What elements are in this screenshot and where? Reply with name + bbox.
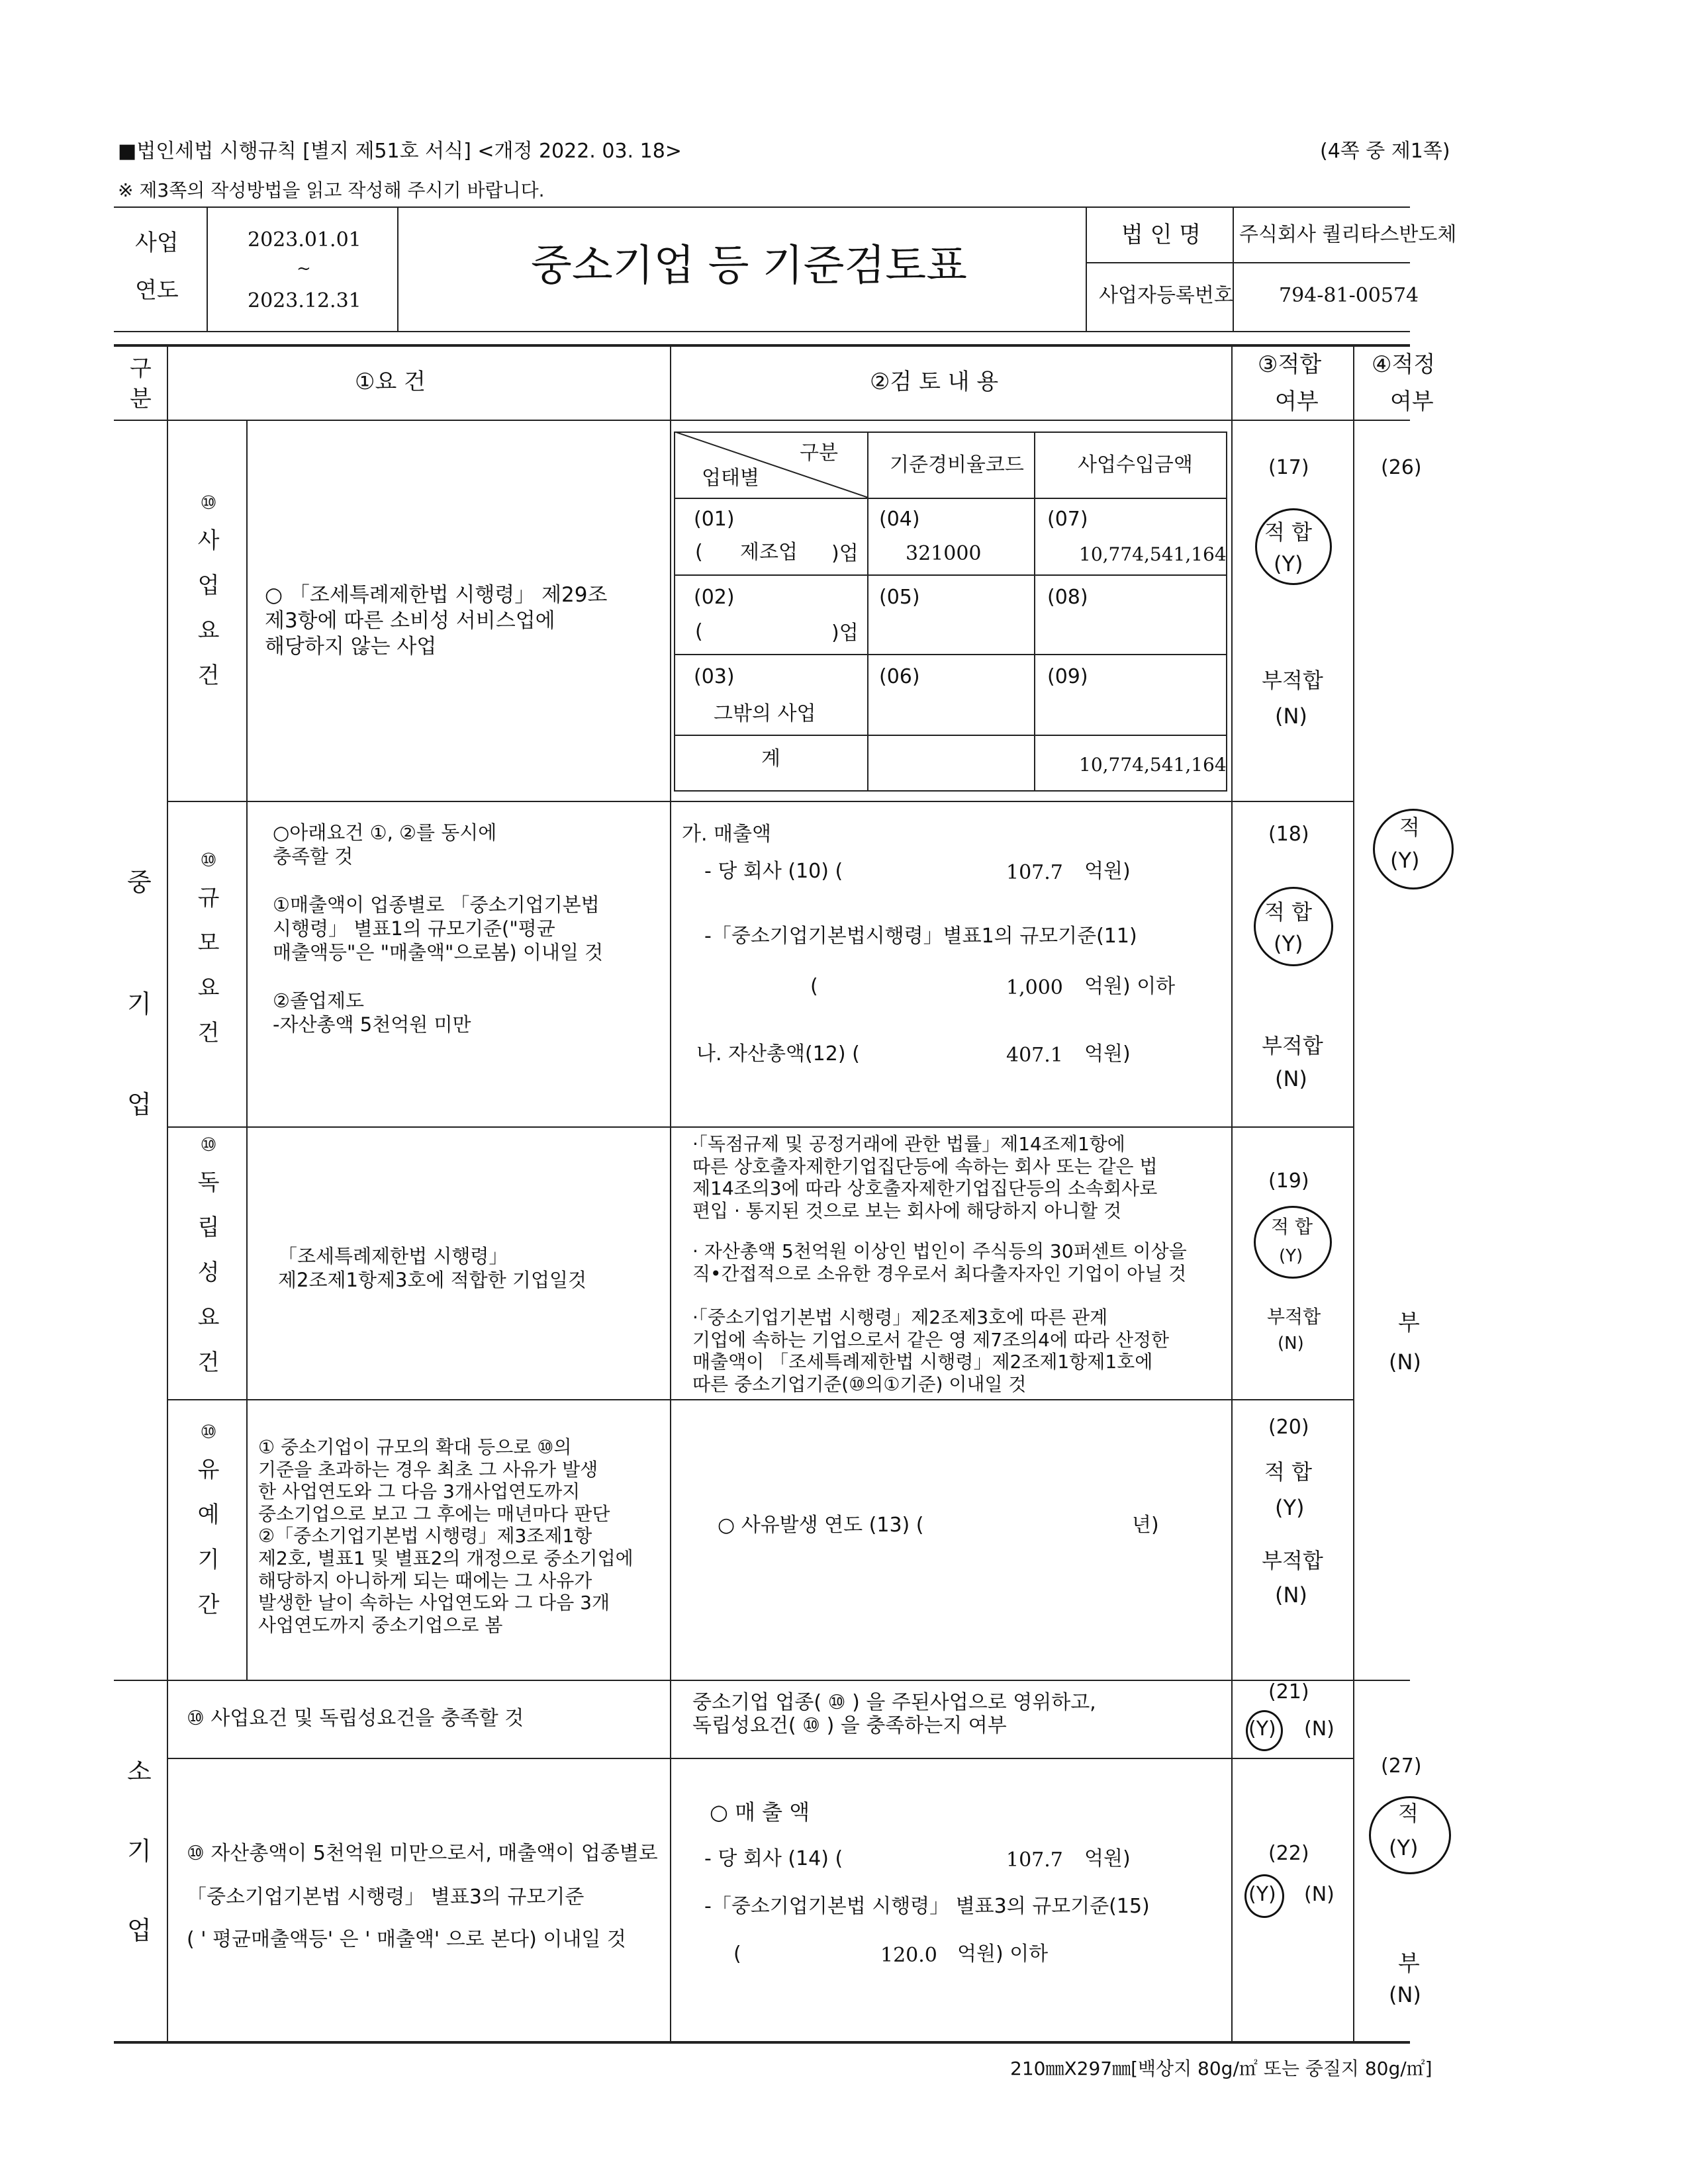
size-standard-value: 1,000: [1006, 976, 1063, 999]
row-label-101: [192, 494, 225, 687]
page-indicator: (4쪽 중 제1쪽): [1320, 140, 1450, 163]
col-line: [1353, 344, 1354, 420]
fit-number: (18): [1268, 823, 1309, 846]
divider: [1086, 206, 1087, 332]
section-label-small: 소: [127, 1757, 152, 1786]
col-review: ②검 토 내 용: [870, 369, 999, 395]
col-line: [670, 344, 671, 2042]
business-table-row: [674, 654, 1226, 655]
col-proper: ④적정: [1372, 351, 1436, 378]
fit-no-code: (N): [1275, 704, 1307, 729]
r106-requirement: 「중소기업기본법 시행령」 별표3의 규모기준: [187, 1886, 585, 1909]
row1-paren: )업: [831, 542, 859, 565]
r104-requirement: ① 중소기업이 규모의 확대 등으로 ⑩의 기준을 초과하는 경우 최초 그 사유가 발생 한 사업연도와 그 다음 3개사업연도까지 중소기업으로 보고 그 후에는 매년마다 판단 ②「중소기업기본법 시행령」제3조제1항 제2호, 별표1 및 별표2의 개정으로 중소기업에 해당하지 아니하게 되는 때에는 그 사유가 발생한 날이 속하는 사업연도와 그 다음 3개 사업연도까지 중소기업으로 봄: [258, 1436, 633, 1636]
fit-no-label: 부적합: [1262, 1033, 1323, 1058]
row-label-char: 유: [197, 1457, 220, 1483]
company-sales-label: - 당 회사 (10) (: [704, 860, 843, 883]
row-label-103: [192, 1136, 225, 1374]
asset-unit: 억원): [1084, 1042, 1131, 1066]
company-sales-unit: 억원): [1084, 860, 1131, 883]
row-label-char: 독: [197, 1169, 220, 1196]
row1-amount: 10,774,541,164: [1079, 543, 1227, 565]
col-fit: ③적합: [1258, 351, 1322, 378]
fit-no-code: (N): [1275, 1582, 1307, 1608]
fit-no-label: 부적합: [1262, 1548, 1323, 1573]
company-sales-value: 107.7: [1006, 1848, 1063, 1872]
col-line: [1231, 344, 1233, 2042]
business-table-col: [1034, 432, 1035, 790]
paper-spec: 210㎜X297㎜[백상지 80g/㎡ 또는 중질지 80g/㎡]: [1010, 2058, 1432, 2079]
row2-amount-no: (08): [1047, 586, 1088, 609]
year-label: 연도: [135, 277, 179, 304]
fit-yes-label: 적 합: [1264, 520, 1312, 545]
form-reference: ■법인세법 시행규칙 [별지 제51호 서식] <개정 2022. 03. 18>: [118, 140, 682, 163]
no-option: (N): [1304, 1717, 1335, 1741]
row-line: [167, 801, 1354, 802]
row-label-char: 건: [197, 1020, 220, 1046]
proper-no-label: 부: [1398, 1310, 1420, 1336]
row1-no: (01): [694, 508, 735, 531]
fit-yes-label: 적 합: [1271, 1216, 1313, 1238]
total-amount: 10,774,541,164: [1079, 754, 1227, 776]
col-line: [1353, 420, 1354, 1680]
reason-year-label: ○ 사유발생 연도 (13) (: [718, 1514, 924, 1537]
row3-code-no: (06): [879, 665, 920, 688]
yes-option: (Y): [1248, 1717, 1276, 1741]
asset-label: 나. 자산총액(12) (: [696, 1042, 860, 1066]
row1-code-no: (04): [879, 508, 920, 531]
fit-number: (19): [1268, 1169, 1309, 1193]
row3-industry: 그밖의 사업: [714, 702, 816, 725]
fit-no-label: 부적합: [1267, 1306, 1321, 1328]
col-line: [246, 420, 248, 1680]
proper-no-code: (N): [1389, 1349, 1421, 1375]
row-label-char: 건: [197, 1349, 220, 1376]
table-corner-bottom: 업태별: [702, 467, 759, 490]
row-line: [167, 1126, 1354, 1128]
table-top-border: [114, 344, 1410, 347]
row-label-102: [192, 851, 225, 1044]
reason-year-unit: 년): [1132, 1514, 1159, 1537]
asset-value: 407.1: [1006, 1044, 1063, 1067]
row-line: [167, 1399, 1354, 1400]
row3-no: (03): [694, 665, 735, 688]
fit-yes-label: 적 합: [1264, 1459, 1312, 1484]
row-label-char: 요: [197, 975, 220, 1001]
r101-requirement: ○ 「조세특례제한법 시행령」 제29조 제3항에 따른 소비성 서비스업에 해당하지 않는 사업: [265, 583, 608, 659]
fit-no-label: 부적합: [1262, 668, 1323, 693]
proper-yes-label: 적: [1399, 815, 1420, 840]
r106-requirement: ⑩ 자산총액이 5천억원 미만으로서, 매출액이 업종별로: [187, 1842, 658, 1865]
divider: [397, 206, 399, 332]
row-label-char: 립: [197, 1214, 220, 1241]
table-bottom-border: [114, 2041, 1410, 2044]
size-standard-paren: (: [733, 1942, 741, 1966]
header-bottom: [114, 420, 1410, 421]
company-sales-label: - 당 회사 (14) (: [704, 1847, 843, 1870]
size-standard-unit: 억원) 이하: [1084, 975, 1176, 998]
row-label-char: 건: [197, 662, 220, 689]
fit-yes-code: (Y): [1275, 1495, 1305, 1520]
document-title: 중소기업 등 기준검토표: [531, 242, 967, 291]
period-end: 2023.12.31: [248, 289, 361, 312]
fit-yes-code: (Y): [1274, 931, 1303, 956]
row-label-char: 사: [197, 527, 220, 554]
row-label-char: 요: [197, 1304, 220, 1331]
r105-requirement: ⑩ 사업요건 및 독립성요건을 충족할 것: [187, 1707, 524, 1730]
size-standard-value: 120.0: [880, 1944, 937, 1967]
row2-code-no: (05): [879, 586, 920, 609]
no-option: (N): [1304, 1883, 1335, 1906]
size-standard-label: -「중소기업기본법시행령」별표1의 규모기준(11): [704, 925, 1137, 948]
r103-condition-1: ·「독점규제 및 공정거래에 관한 법률」제14조제1항에 따른 상호출자제한기업집단등에 속하는 회사 또는 같은 법 제14조의3에 따라 상호출자제한기업집단등의 소속회사로 편입 · 통지된 것으로 보는 회사에 해당하지 아니할 것: [692, 1133, 1158, 1222]
row-label-char: 예: [197, 1502, 220, 1528]
row2-paren: (: [695, 620, 703, 643]
biz-no: 794-81-00574: [1279, 284, 1419, 307]
table-header-amount: 사업수입금액: [1078, 453, 1193, 477]
proper-number: (27): [1381, 1754, 1422, 1778]
r106-requirement: ( ' 평균매출액등' 은 ' 매출액' 으로 본다) 이내일 것: [187, 1928, 626, 1951]
total-label: 계: [761, 747, 780, 770]
col-proper: 여부: [1390, 388, 1434, 415]
company-sales-value: 107.7: [1006, 861, 1063, 884]
yes-option: (Y): [1248, 1883, 1276, 1906]
row2-no: (02): [694, 586, 735, 609]
row-label-char: 규: [197, 885, 220, 911]
row-label-char: 성: [197, 1259, 220, 1286]
section-label-sme: 중: [127, 868, 152, 897]
proper-yes-label: 적: [1398, 1801, 1419, 1826]
sales-heading: ○ 매 출 액: [710, 1799, 810, 1825]
proper-number: (26): [1381, 456, 1422, 479]
row-label-char: ⑩: [200, 1421, 217, 1443]
row-label-char: ⑩: [200, 492, 217, 514]
col-requirement: ①요 건: [355, 369, 426, 395]
fit-yes-code: (Y): [1274, 551, 1303, 576]
r105-review: 중소기업 업종( ⑩ ) 을 주된사업으로 영위하고, 독립성요건( ⑩ ) 을 충족하는지 여부: [692, 1691, 1096, 1737]
top-border: [114, 206, 1410, 208]
row-label-104: [192, 1423, 225, 1616]
row-label-char: 기: [197, 1547, 220, 1573]
fit-no-code: (N): [1278, 1334, 1304, 1353]
col-gubun: 분: [130, 386, 152, 412]
year-label: 사업: [135, 230, 179, 256]
row-label-char: 업: [197, 572, 220, 599]
company-sales-unit: 억원): [1084, 1847, 1131, 1870]
col-fit: 여부: [1275, 388, 1319, 415]
biz-no-label: 사업자등록번호: [1099, 284, 1233, 307]
fit-no-code: (N): [1275, 1066, 1307, 1091]
row-label-char: ⑩: [200, 849, 217, 871]
section-label-small: 기: [127, 1837, 152, 1866]
corp-name-label: 법 인 명: [1121, 222, 1201, 248]
divider: [1086, 262, 1410, 263]
proper-yes-code: (Y): [1390, 848, 1420, 873]
fit-number: (21): [1268, 1680, 1309, 1704]
section-label-small: 업: [127, 1916, 152, 1945]
fit-yes-label: 적 합: [1264, 899, 1312, 925]
corp-name: 주식회사 퀄리타스반도체: [1239, 223, 1457, 246]
table-header-code: 기준경비율코드: [890, 453, 1024, 477]
col-line: [167, 344, 168, 2042]
size-standard-paren: (: [810, 975, 818, 998]
r102-requirement: ○아래요건 ①, ②를 동시에 충족할 것 ①매출액이 업종별로 「중소기업기본법 시행령」 별표1의 규모기준("평균 매출액등"은 "매출액"으로봄) 이내일 것 ②졸업제도 -자산총액 5천억원 미만: [273, 821, 604, 1036]
col-gubun: 구: [130, 355, 152, 382]
divider: [1233, 206, 1234, 332]
table-corner-top: 구분: [800, 441, 838, 465]
row-line: [167, 1758, 1354, 1759]
row-label-char: 요: [197, 617, 220, 644]
col-line: [1353, 1680, 1354, 2042]
section-label-sme: 업: [127, 1090, 152, 1119]
title-bottom-border: [114, 331, 1410, 332]
fit-number: (22): [1268, 1842, 1309, 1865]
row1-paren: (: [695, 541, 703, 564]
instruction-note: ※ 제3쪽의 작성방법을 읽고 작성해 주시기 바랍니다.: [118, 179, 545, 201]
period-start: 2023.01.01: [248, 228, 361, 251]
row1-code: 321000: [906, 542, 982, 565]
row-label-char: 모: [197, 930, 220, 956]
section-label-sme: 기: [127, 989, 152, 1019]
size-standard-unit: 억원) 이하: [957, 1942, 1049, 1966]
business-table-row: [674, 574, 1226, 576]
r103-condition-3: ·「중소기업기본법 시행령」제2조제3호에 따른 관계 기업에 속하는 기업으로서 같은 영 제7조의4에 따라 산정한 매출액이 「조세특례제한법 시행령」제2조제1항제1호에 따른 중소기업기준(⑩의①기준) 이내일 것: [692, 1306, 1170, 1395]
period-tilde: ~: [297, 259, 311, 279]
size-standard-label: -「중소기업기본법 시행령」 별표3의 규모기준(15): [704, 1895, 1150, 1918]
r103-condition-2: · 자산총액 5천억원 이상인 법인이 주식등의 30퍼센트 이상을 직•간접적으로 소유한 경우로서 최다출자자인 기업이 아닐 것: [692, 1240, 1187, 1285]
row-label-char: 간: [197, 1592, 220, 1618]
proper-no-label: 부: [1398, 1950, 1420, 1977]
sales-heading: 가. 매출액: [682, 823, 771, 846]
fit-yes-code: (Y): [1279, 1246, 1303, 1266]
section-line: [114, 1680, 1410, 1681]
row2-paren: )업: [831, 621, 859, 645]
business-table-row: [674, 735, 1226, 736]
proper-no-code: (N): [1389, 1982, 1421, 2007]
row-label-char: ⑩: [200, 1134, 217, 1156]
divider: [207, 206, 208, 332]
fit-number: (20): [1268, 1416, 1309, 1439]
row3-amount-no: (09): [1047, 665, 1088, 688]
row1-amount-no: (07): [1047, 508, 1088, 531]
proper-yes-code: (Y): [1389, 1835, 1419, 1860]
r103-requirement: 「조세특례제한법 시행령」 제2조제1항제3호에 적합한 기업일것: [278, 1245, 586, 1292]
fit-number: (17): [1268, 456, 1309, 479]
row1-industry: 제조업: [740, 541, 798, 564]
